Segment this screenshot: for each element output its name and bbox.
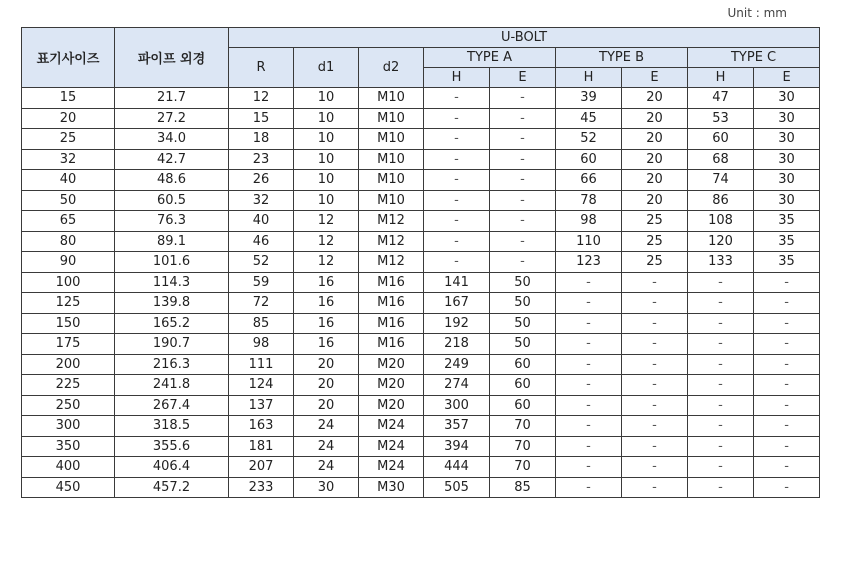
table-row: [22, 334, 820, 355]
cell-type-a-e: 60: [490, 354, 556, 375]
cell-d1: 10: [294, 170, 359, 191]
cell-type-c-h: -: [688, 395, 754, 416]
cell-type-a-h: -: [424, 129, 490, 150]
cell-d2: M12: [359, 252, 424, 273]
cell-type-b-e: -: [622, 375, 688, 396]
cell-type-b-h: 60: [556, 149, 622, 170]
cell-size: 80: [22, 231, 115, 252]
cell-r: 18: [229, 129, 294, 150]
cell-type-c-e: 30: [754, 149, 820, 170]
cell-type-a-e: -: [490, 88, 556, 109]
cell-type-b-e: 20: [622, 170, 688, 191]
cell-size: 350: [22, 436, 115, 457]
cell-d2: M10: [359, 190, 424, 211]
cell-type-b-h: -: [556, 416, 622, 437]
cell-type-c-h: -: [688, 375, 754, 396]
cell-type-c-e: -: [754, 477, 820, 498]
cell-type-b-e: -: [622, 395, 688, 416]
cell-type-c-e: 30: [754, 88, 820, 109]
cell-d1: 24: [294, 416, 359, 437]
cell-r: 98: [229, 334, 294, 355]
cell-type-a-e: -: [490, 190, 556, 211]
cell-type-b-h: -: [556, 436, 622, 457]
header-type-a: TYPE A: [424, 48, 556, 68]
cell-type-c-e: -: [754, 293, 820, 314]
table-row: [22, 416, 820, 437]
header-type-a-e: E: [490, 68, 556, 88]
table-row: [22, 88, 820, 109]
cell-type-c-e: -: [754, 436, 820, 457]
cell-pipe-od: 139.8: [115, 293, 229, 314]
cell-type-b-h: 45: [556, 108, 622, 129]
cell-size: 125: [22, 293, 115, 314]
cell-type-a-h: 357: [424, 416, 490, 437]
cell-type-a-h: 394: [424, 436, 490, 457]
header-type-c: TYPE C: [688, 48, 820, 68]
cell-type-a-h: 167: [424, 293, 490, 314]
cell-size: 65: [22, 211, 115, 232]
cell-d2: M24: [359, 457, 424, 478]
cell-r: 111: [229, 354, 294, 375]
table-row: [22, 108, 820, 129]
header-type-b-h: H: [556, 68, 622, 88]
cell-type-b-h: -: [556, 293, 622, 314]
cell-type-c-e: 30: [754, 108, 820, 129]
cell-type-c-h: 60: [688, 129, 754, 150]
cell-d2: M20: [359, 395, 424, 416]
cell-type-b-h: 110: [556, 231, 622, 252]
cell-pipe-od: 42.7: [115, 149, 229, 170]
cell-r: 23: [229, 149, 294, 170]
cell-type-c-h: -: [688, 272, 754, 293]
table-body: [22, 88, 820, 498]
cell-type-c-e: -: [754, 334, 820, 355]
cell-type-b-e: -: [622, 354, 688, 375]
cell-type-b-e: 25: [622, 211, 688, 232]
cell-size: 200: [22, 354, 115, 375]
header-type-c-e: E: [754, 68, 820, 88]
cell-type-c-e: -: [754, 416, 820, 437]
table-row: [22, 190, 820, 211]
cell-type-b-e: -: [622, 416, 688, 437]
cell-type-c-h: 74: [688, 170, 754, 191]
cell-type-b-h: 98: [556, 211, 622, 232]
cell-r: 137: [229, 395, 294, 416]
cell-type-c-h: 68: [688, 149, 754, 170]
cell-d2: M16: [359, 313, 424, 334]
header-d1: d1: [294, 48, 359, 88]
cell-r: 32: [229, 190, 294, 211]
cell-type-c-e: 35: [754, 211, 820, 232]
cell-pipe-od: 216.3: [115, 354, 229, 375]
cell-size: 90: [22, 252, 115, 273]
header-d2: d2: [359, 48, 424, 88]
cell-type-a-e: 70: [490, 436, 556, 457]
cell-d2: M10: [359, 129, 424, 150]
cell-type-a-h: 505: [424, 477, 490, 498]
cell-type-b-e: -: [622, 334, 688, 355]
cell-d1: 30: [294, 477, 359, 498]
cell-type-a-e: 60: [490, 395, 556, 416]
cell-r: 52: [229, 252, 294, 273]
cell-pipe-od: 318.5: [115, 416, 229, 437]
cell-d2: M16: [359, 334, 424, 355]
table-row: [22, 170, 820, 191]
cell-d1: 20: [294, 354, 359, 375]
header-type-b: TYPE B: [556, 48, 688, 68]
table-row: [22, 211, 820, 232]
cell-pipe-od: 241.8: [115, 375, 229, 396]
header-type-a-h: H: [424, 68, 490, 88]
cell-pipe-od: 76.3: [115, 211, 229, 232]
cell-d1: 16: [294, 293, 359, 314]
cell-d1: 10: [294, 108, 359, 129]
cell-type-a-h: 218: [424, 334, 490, 355]
cell-d2: M10: [359, 88, 424, 109]
cell-d1: 16: [294, 334, 359, 355]
cell-r: 85: [229, 313, 294, 334]
cell-type-b-e: -: [622, 457, 688, 478]
cell-d1: 10: [294, 129, 359, 150]
cell-type-a-h: -: [424, 231, 490, 252]
cell-type-b-e: 25: [622, 231, 688, 252]
cell-r: 40: [229, 211, 294, 232]
cell-type-a-e: 70: [490, 457, 556, 478]
table-row: [22, 293, 820, 314]
cell-type-b-e: 25: [622, 252, 688, 273]
cell-type-a-h: -: [424, 170, 490, 191]
cell-type-a-e: 50: [490, 293, 556, 314]
cell-d1: 12: [294, 211, 359, 232]
cell-d1: 20: [294, 375, 359, 396]
header-row-1: [22, 28, 820, 48]
cell-type-a-e: -: [490, 211, 556, 232]
cell-d1: 16: [294, 313, 359, 334]
u-bolt-spec-table: [21, 27, 820, 498]
cell-type-a-e: -: [490, 108, 556, 129]
cell-pipe-od: 190.7: [115, 334, 229, 355]
cell-type-b-h: 52: [556, 129, 622, 150]
cell-pipe-od: 165.2: [115, 313, 229, 334]
table-row: [22, 457, 820, 478]
cell-d2: M16: [359, 272, 424, 293]
cell-type-c-h: -: [688, 416, 754, 437]
cell-size: 300: [22, 416, 115, 437]
cell-size: 32: [22, 149, 115, 170]
cell-type-a-e: 85: [490, 477, 556, 498]
cell-type-a-h: 141: [424, 272, 490, 293]
cell-pipe-od: 267.4: [115, 395, 229, 416]
cell-type-c-h: 47: [688, 88, 754, 109]
table-row: [22, 395, 820, 416]
cell-pipe-od: 101.6: [115, 252, 229, 273]
cell-type-c-e: -: [754, 313, 820, 334]
header-pipe-od: 파이프 외경: [115, 28, 229, 88]
cell-type-b-h: -: [556, 457, 622, 478]
cell-r: 59: [229, 272, 294, 293]
unit-label: Unit : mm: [727, 6, 787, 20]
cell-r: 181: [229, 436, 294, 457]
cell-d1: 12: [294, 252, 359, 273]
cell-type-a-h: -: [424, 88, 490, 109]
cell-type-c-e: 30: [754, 190, 820, 211]
cell-pipe-od: 60.5: [115, 190, 229, 211]
cell-d2: M20: [359, 354, 424, 375]
cell-type-a-e: 60: [490, 375, 556, 396]
cell-type-c-e: -: [754, 457, 820, 478]
cell-type-b-h: 78: [556, 190, 622, 211]
cell-r: 124: [229, 375, 294, 396]
cell-type-c-h: 108: [688, 211, 754, 232]
cell-type-a-e: 50: [490, 334, 556, 355]
cell-type-b-h: -: [556, 375, 622, 396]
cell-type-b-e: 20: [622, 129, 688, 150]
cell-type-b-h: 66: [556, 170, 622, 191]
cell-type-b-e: -: [622, 313, 688, 334]
cell-type-c-e: -: [754, 395, 820, 416]
cell-type-c-e: 35: [754, 231, 820, 252]
cell-type-c-e: -: [754, 354, 820, 375]
cell-d1: 20: [294, 395, 359, 416]
cell-r: 15: [229, 108, 294, 129]
cell-type-b-h: 123: [556, 252, 622, 273]
cell-r: 233: [229, 477, 294, 498]
cell-type-a-h: 249: [424, 354, 490, 375]
cell-size: 20: [22, 108, 115, 129]
cell-d1: 10: [294, 190, 359, 211]
cell-pipe-od: 48.6: [115, 170, 229, 191]
cell-type-c-h: -: [688, 477, 754, 498]
cell-type-b-e: 20: [622, 149, 688, 170]
cell-type-b-e: -: [622, 436, 688, 457]
cell-d1: 24: [294, 436, 359, 457]
table-row: [22, 231, 820, 252]
cell-type-a-e: -: [490, 252, 556, 273]
cell-pipe-od: 21.7: [115, 88, 229, 109]
cell-type-c-h: 133: [688, 252, 754, 273]
header-size: 표기사이즈: [22, 28, 115, 88]
cell-type-b-e: 20: [622, 88, 688, 109]
cell-d2: M10: [359, 149, 424, 170]
cell-type-c-h: -: [688, 436, 754, 457]
cell-size: 175: [22, 334, 115, 355]
cell-r: 207: [229, 457, 294, 478]
cell-pipe-od: 27.2: [115, 108, 229, 129]
table-row: [22, 436, 820, 457]
cell-type-a-e: -: [490, 231, 556, 252]
cell-pipe-od: 355.6: [115, 436, 229, 457]
cell-size: 150: [22, 313, 115, 334]
cell-type-b-h: -: [556, 313, 622, 334]
cell-d2: M10: [359, 170, 424, 191]
cell-pipe-od: 406.4: [115, 457, 229, 478]
cell-size: 450: [22, 477, 115, 498]
cell-type-c-e: 30: [754, 170, 820, 191]
cell-type-a-h: 274: [424, 375, 490, 396]
cell-type-b-h: -: [556, 477, 622, 498]
table-row: [22, 313, 820, 334]
cell-type-a-h: 300: [424, 395, 490, 416]
cell-type-a-h: 192: [424, 313, 490, 334]
cell-type-c-h: -: [688, 457, 754, 478]
cell-type-a-h: -: [424, 149, 490, 170]
cell-type-c-e: 30: [754, 129, 820, 150]
cell-size: 400: [22, 457, 115, 478]
cell-size: 100: [22, 272, 115, 293]
cell-type-a-h: -: [424, 211, 490, 232]
cell-r: 163: [229, 416, 294, 437]
cell-r: 72: [229, 293, 294, 314]
table-row: [22, 375, 820, 396]
cell-type-a-e: 70: [490, 416, 556, 437]
cell-type-b-e: -: [622, 293, 688, 314]
table-row: [22, 354, 820, 375]
cell-type-a-h: -: [424, 252, 490, 273]
cell-pipe-od: 457.2: [115, 477, 229, 498]
table-row: [22, 129, 820, 150]
cell-d1: 10: [294, 88, 359, 109]
cell-d2: M20: [359, 375, 424, 396]
cell-type-c-h: 86: [688, 190, 754, 211]
table-row: [22, 477, 820, 498]
cell-d2: M10: [359, 108, 424, 129]
cell-type-c-h: -: [688, 334, 754, 355]
cell-type-a-e: -: [490, 170, 556, 191]
header-type-b-e: E: [622, 68, 688, 88]
cell-type-c-h: -: [688, 354, 754, 375]
header-ubolt: U-BOLT: [229, 28, 820, 48]
cell-type-b-h: 39: [556, 88, 622, 109]
cell-size: 40: [22, 170, 115, 191]
cell-d2: M16: [359, 293, 424, 314]
cell-type-b-e: -: [622, 477, 688, 498]
cell-type-a-e: 50: [490, 272, 556, 293]
cell-d2: M24: [359, 416, 424, 437]
cell-d1: 16: [294, 272, 359, 293]
cell-type-c-e: -: [754, 375, 820, 396]
cell-type-c-e: 35: [754, 252, 820, 273]
cell-type-b-h: -: [556, 334, 622, 355]
table-row: [22, 272, 820, 293]
cell-d2: M12: [359, 231, 424, 252]
table-row: [22, 252, 820, 273]
cell-d1: 24: [294, 457, 359, 478]
cell-type-b-e: 20: [622, 108, 688, 129]
cell-size: 250: [22, 395, 115, 416]
cell-type-b-e: -: [622, 272, 688, 293]
cell-type-c-h: 53: [688, 108, 754, 129]
cell-type-b-h: -: [556, 272, 622, 293]
cell-d1: 10: [294, 149, 359, 170]
cell-d2: M30: [359, 477, 424, 498]
header-r: R: [229, 48, 294, 88]
header-type-c-h: H: [688, 68, 754, 88]
cell-type-a-e: -: [490, 149, 556, 170]
cell-size: 15: [22, 88, 115, 109]
cell-r: 46: [229, 231, 294, 252]
cell-d2: M12: [359, 211, 424, 232]
cell-size: 225: [22, 375, 115, 396]
cell-type-a-h: -: [424, 108, 490, 129]
cell-pipe-od: 89.1: [115, 231, 229, 252]
table-row: [22, 149, 820, 170]
cell-d1: 12: [294, 231, 359, 252]
cell-pipe-od: 34.0: [115, 129, 229, 150]
cell-type-a-e: -: [490, 129, 556, 150]
cell-type-b-h: -: [556, 354, 622, 375]
cell-type-a-h: 444: [424, 457, 490, 478]
cell-type-c-h: -: [688, 293, 754, 314]
cell-type-c-h: 120: [688, 231, 754, 252]
cell-type-a-e: 50: [490, 313, 556, 334]
cell-pipe-od: 114.3: [115, 272, 229, 293]
cell-type-a-h: -: [424, 190, 490, 211]
cell-type-b-h: -: [556, 395, 622, 416]
cell-r: 26: [229, 170, 294, 191]
cell-d2: M24: [359, 436, 424, 457]
cell-r: 12: [229, 88, 294, 109]
cell-type-c-e: -: [754, 272, 820, 293]
cell-type-c-h: -: [688, 313, 754, 334]
cell-type-b-e: 20: [622, 190, 688, 211]
cell-size: 25: [22, 129, 115, 150]
cell-size: 50: [22, 190, 115, 211]
